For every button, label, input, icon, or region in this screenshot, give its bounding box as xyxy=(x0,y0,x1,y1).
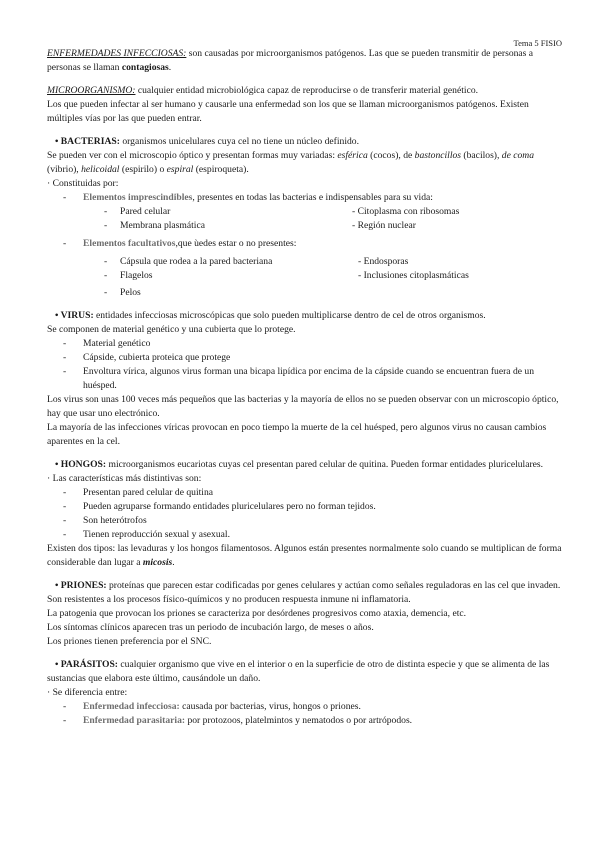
virus-heading: • VIRUS: entidades infecciosas microscópicas que solo pueden multiplicarse dentro de cel de otros organismos. xyxy=(47,309,562,323)
microorganismo-paragraph: MICROORGANISMO: cualquier entidad microbiológica capaz de reproducirse o de transferir material genético. xyxy=(47,85,479,96)
priones-line: Son resistentes a los procesos físico-químicos y no producen respuesta inmune ni inflamatoria. xyxy=(47,594,411,605)
bacterias-formas: Se pueden ver con el microscopio óptico y presentan formas muy variadas: esférica (cocos), de bastoncillos (bacilos), de coma (vibrio), helicoidal (espirilo) o espiral (espiroqueta). xyxy=(47,150,535,175)
bacterias-facultativos-list xyxy=(47,237,562,251)
list-item: - Cápsula que rodea a la pared bacteriana - Endosporas xyxy=(47,255,562,269)
list-item-facultativos: - Elementos facultativos,que ùedes estar o no presentes: xyxy=(47,237,562,251)
priones-line: La patogenia que provocan los priones se caracteriza por desórdenes progresivos como ataxia, demencia, etc. xyxy=(47,608,467,619)
bacterias-term: • BACTERIAS: xyxy=(55,136,120,147)
hongos-list xyxy=(47,486,562,542)
priones-line: Los priones tienen preferencia por el SNC. xyxy=(47,636,212,647)
list-item: - Tienen reproducción sexual y asexual. xyxy=(47,528,562,542)
list-item: - Son heterótrofos xyxy=(47,514,562,528)
virus-paragraph-2: La mayoría de las infecciones víricas provocan en poco tiempo la muerte de la cel huésped, pero algunos virus no causan cambios aparentes en la cel. xyxy=(47,422,547,447)
priones-heading: • PRIONES: proteínas que parecen estar codificadas por genes celulares y actúan como señales reguladoras en las cel que invaden. xyxy=(47,579,562,593)
list-item: - Material genético xyxy=(47,337,562,351)
contagiosas-term: contagiosas xyxy=(121,62,169,73)
list-item: - Cápside, cubierta proteica que protege xyxy=(47,351,562,365)
enfermedades-paragraph: ENFERMEDADES INFECCIOSAS: son causadas por microorganismos patógenos. Las que se pueden transmitir de personas a personas se llaman contagiosas. xyxy=(47,48,534,73)
hongos-heading: • HONGOS: microorganismos eucariotas cuyas cel presentan pared celular de quitina. Pueden formar entidades pluricelulares. xyxy=(47,458,562,472)
hongos-paragraph: Existen dos tipos: las levaduras y los hongos filamentosos. Algunos están presentes normalmente solo cuando se multiplican de forma considerable dan lugar a micosis. xyxy=(47,543,562,568)
document-content xyxy=(47,47,562,728)
list-item: - Pared celular - Citoplasma con ribosomas xyxy=(47,205,562,219)
microorganismo-term: MICROORGANISMO: xyxy=(47,85,136,96)
list-item: - Enfermedad parasitaria: por protozoos, platelmintos y nematodos o por artrópodos. xyxy=(47,714,562,728)
enfermedades-term: ENFERMEDADES INFECCIOSAS: xyxy=(47,48,187,59)
list-item: - Enfermedad infecciosa: causada por bacterias, virus, hongos o priones. xyxy=(47,700,562,714)
parasitos-list xyxy=(47,700,562,728)
parasitos-heading: • PARÁSITOS: cualquier organismo que vive en el interior o en la superficie de otro de distinta especie y que se alimenta de las sustancias que elabora este último, causándole un daño. xyxy=(47,659,550,684)
parasitos-diferencia: · Se diferencia entre: xyxy=(47,687,128,698)
list-item: - Membrana plasmática - Región nuclear xyxy=(47,219,562,233)
list-item: - Pueden agruparse formando entidades pluricelulares pero no forman tejidos. xyxy=(47,500,562,514)
virus-list xyxy=(47,337,562,393)
virus-paragraph-1: Los virus son unas 100 veces más pequeños que las bacterias y la mayoría de ellos no se pueden observar con un microscopio óptico, hay que usar uno electrónico. xyxy=(47,394,559,419)
hongos-term: • HONGOS: xyxy=(55,459,107,470)
list-item: - Flagelos - Inclusiones citoplasmáticas xyxy=(47,269,562,283)
hongos-caracteristicas: · Las características más distintivas son: xyxy=(47,473,202,484)
virus-compone: Se componen de material genético y una cubierta que lo protege. xyxy=(47,324,296,335)
virus-term: • VIRUS: xyxy=(55,310,94,321)
list-item-imprescindibles: - Elementos imprescindibles, presentes en todas las bacterias e indispensables para su vida: xyxy=(47,191,562,205)
page-header-tema: Tema 5 FISIO xyxy=(513,38,562,48)
parasitos-term: • PARÁSITOS: xyxy=(55,659,118,670)
priones-line: Los síntomas clínicos aparecen tras un periodo de incubación largo, de meses o años. xyxy=(47,622,374,633)
bacterias-heading: • BACTERIAS: organismos unicelulares cuya cel no tiene un núcleo definido. xyxy=(47,135,562,149)
list-item: - Presentan pared celular de quitina xyxy=(47,486,562,500)
bacterias-constituidas: · Constituidas por: xyxy=(47,178,119,189)
list-item: - Envoltura vírica, algunos virus forman una bicapa lipídica por encima de la cápside cuando se encuentran fuera de un huésped. xyxy=(47,365,562,393)
imprescindibles-list xyxy=(47,205,562,233)
micosis-term: micosis xyxy=(142,557,173,568)
bacterias-elementos-list xyxy=(47,191,562,205)
microorganismo-paragraph-2: Los que pueden infectar al ser humano y causarle una enfermedad son los que se llaman microorganismos patógenos. Existen múltiples vías por las que pueden entrar. xyxy=(47,99,529,124)
facultativos-list xyxy=(47,255,562,300)
list-item: - Pelos xyxy=(47,286,562,300)
priones-term: • PRIONES: xyxy=(55,580,107,591)
